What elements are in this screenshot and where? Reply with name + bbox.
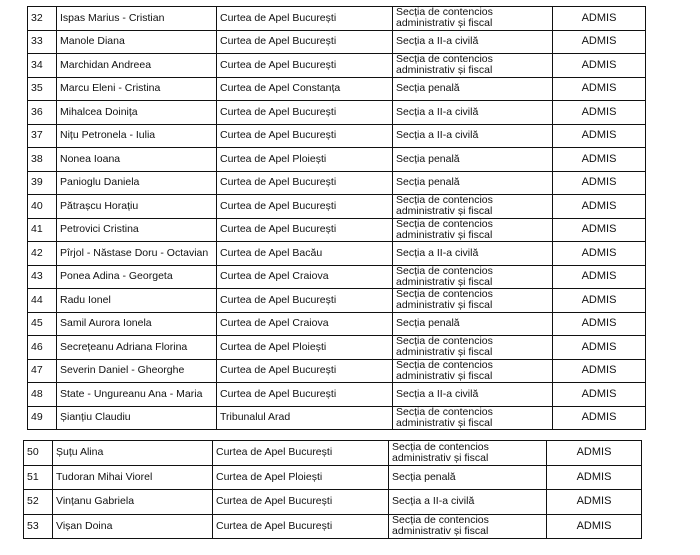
court-cell: Curtea de Apel București <box>217 124 393 148</box>
section-cell: Secția a II-a civilă <box>393 242 553 266</box>
court-cell: Curtea de Apel București <box>217 359 393 383</box>
candidate-name-cell: Panioglu Daniela <box>57 171 217 195</box>
court-cell: Curtea de Apel București <box>217 195 393 219</box>
court-cell: Curtea de Apel Ploiești <box>217 148 393 172</box>
section-cell: Secția de contencios administrativ și fiscal <box>393 218 553 242</box>
section-cell: Secția a II-a civilă <box>393 30 553 54</box>
section-cell: Secția de contencios administrativ și fiscal <box>389 441 547 466</box>
table-row <box>24 514 642 539</box>
result-cell: ADMIS <box>553 242 646 266</box>
court-cell: Curtea de Apel București <box>213 441 389 466</box>
candidate-name-cell: Vișan Doina <box>53 514 213 539</box>
row-number-cell: 37 <box>28 124 57 148</box>
row-number-cell: 45 <box>28 312 57 336</box>
candidate-name-cell: Ponea Adina - Georgeta <box>57 265 217 289</box>
court-cell: Curtea de Apel Constanța <box>217 77 393 101</box>
table-row <box>28 101 646 125</box>
candidate-name-cell: Tudoran Mihai Viorel <box>53 465 213 490</box>
candidate-name-cell: Pătrașcu Horațiu <box>57 195 217 219</box>
table-row <box>28 148 646 172</box>
candidate-name-cell: Severin Daniel - Gheorghe <box>57 359 217 383</box>
table-row <box>28 289 646 313</box>
result-cell: ADMIS <box>553 171 646 195</box>
row-number-cell: 33 <box>28 30 57 54</box>
court-cell: Curtea de Apel București <box>217 171 393 195</box>
court-cell: Curtea de Apel Craiova <box>217 265 393 289</box>
section-cell: Secția penală <box>393 171 553 195</box>
row-number-cell: 44 <box>28 289 57 313</box>
result-cell: ADMIS <box>553 359 646 383</box>
table-row <box>28 7 646 31</box>
court-cell: Curtea de Apel București <box>217 289 393 313</box>
court-cell: Curtea de Apel București <box>217 383 393 407</box>
section-cell: Secția de contencios administrativ și fiscal <box>393 7 553 31</box>
result-cell: ADMIS <box>553 54 646 78</box>
row-number-cell: 46 <box>28 336 57 360</box>
section-cell: Secția de contencios administrativ și fiscal <box>393 195 553 219</box>
court-cell: Curtea de Apel București <box>217 7 393 31</box>
candidate-name-cell: State - Ungureanu Ana - Maria <box>57 383 217 407</box>
row-number-cell: 35 <box>28 77 57 101</box>
candidate-name-cell: Marcu Eleni - Cristina <box>57 77 217 101</box>
results-table-main <box>27 6 646 430</box>
table-row <box>28 359 646 383</box>
result-cell: ADMIS <box>553 195 646 219</box>
result-cell: ADMIS <box>553 101 646 125</box>
row-number-cell: 50 <box>24 441 53 466</box>
table-row <box>24 441 642 466</box>
section-cell: Secția a II-a civilă <box>389 490 547 515</box>
candidate-name-cell: Nonea Ioana <box>57 148 217 172</box>
section-cell: Secția a II-a civilă <box>393 383 553 407</box>
section-cell: Secția de contencios administrativ și fiscal <box>393 406 553 430</box>
section-cell: Secția a II-a civilă <box>393 101 553 125</box>
row-number-cell: 47 <box>28 359 57 383</box>
result-cell: ADMIS <box>547 490 642 515</box>
candidate-name-cell: Secrețeanu Adriana Florina <box>57 336 217 360</box>
table-row <box>24 490 642 515</box>
section-cell: Secția penală <box>393 312 553 336</box>
row-number-cell: 48 <box>28 383 57 407</box>
candidate-name-cell: Samil Aurora Ionela <box>57 312 217 336</box>
candidate-name-cell: Petrovici Cristina <box>57 218 217 242</box>
candidate-name-cell: Manole Diana <box>57 30 217 54</box>
row-number-cell: 36 <box>28 101 57 125</box>
table-row <box>28 406 646 430</box>
candidate-name-cell: Șianțiu Claudiu <box>57 406 217 430</box>
row-number-cell: 51 <box>24 465 53 490</box>
table-row <box>28 195 646 219</box>
candidate-name-cell: Marchidan Andreea <box>57 54 217 78</box>
section-cell: Secția de contencios administrativ și fiscal <box>393 265 553 289</box>
row-number-cell: 38 <box>28 148 57 172</box>
result-cell: ADMIS <box>553 289 646 313</box>
table-row <box>28 265 646 289</box>
table-row <box>24 465 642 490</box>
table-row <box>28 218 646 242</box>
court-cell: Curtea de Apel București <box>213 490 389 515</box>
section-cell: Secția a II-a civilă <box>393 124 553 148</box>
row-number-cell: 49 <box>28 406 57 430</box>
section-cell: Secția de contencios administrativ și fiscal <box>389 514 547 539</box>
candidate-name-cell: Șuțu Alina <box>53 441 213 466</box>
row-number-cell: 40 <box>28 195 57 219</box>
result-cell: ADMIS <box>553 218 646 242</box>
candidate-name-cell: Radu Ionel <box>57 289 217 313</box>
court-cell: Curtea de Apel Ploiești <box>217 336 393 360</box>
result-cell: ADMIS <box>553 77 646 101</box>
section-cell: Secția de contencios administrativ și fiscal <box>393 289 553 313</box>
court-cell: Curtea de Apel București <box>217 54 393 78</box>
table-row <box>28 242 646 266</box>
row-number-cell: 53 <box>24 514 53 539</box>
section-cell: Secția de contencios administrativ și fiscal <box>393 359 553 383</box>
candidate-name-cell: Pîrjol - Năstase Doru - Octavian <box>57 242 217 266</box>
table-row <box>28 124 646 148</box>
table-row <box>28 54 646 78</box>
result-cell: ADMIS <box>553 336 646 360</box>
result-cell: ADMIS <box>553 148 646 172</box>
table-row <box>28 312 646 336</box>
court-cell: Curtea de Apel Bacău <box>217 242 393 266</box>
row-number-cell: 52 <box>24 490 53 515</box>
section-cell: Secția de contencios administrativ și fiscal <box>393 54 553 78</box>
section-cell: Secția penală <box>393 148 553 172</box>
result-cell: ADMIS <box>547 465 642 490</box>
court-cell: Curtea de Apel Craiova <box>217 312 393 336</box>
result-cell: ADMIS <box>547 441 642 466</box>
table-row <box>28 171 646 195</box>
results-table-main-body <box>28 7 646 430</box>
court-cell: Curtea de Apel București <box>217 30 393 54</box>
candidate-name-cell: Nițu Petronela - Iulia <box>57 124 217 148</box>
court-cell: Curtea de Apel București <box>217 101 393 125</box>
row-number-cell: 39 <box>28 171 57 195</box>
results-table-continued-body <box>24 441 642 539</box>
candidate-name-cell: Ispas Marius - Cristian <box>57 7 217 31</box>
result-cell: ADMIS <box>553 265 646 289</box>
court-cell: Curtea de Apel Ploiești <box>213 465 389 490</box>
candidate-name-cell: Vințanu Gabriela <box>53 490 213 515</box>
result-cell: ADMIS <box>553 312 646 336</box>
section-cell: Secția penală <box>389 465 547 490</box>
table-row <box>28 77 646 101</box>
table-row <box>28 30 646 54</box>
court-cell: Curtea de Apel București <box>217 218 393 242</box>
table-row <box>28 383 646 407</box>
court-cell: Curtea de Apel București <box>213 514 389 539</box>
result-cell: ADMIS <box>553 124 646 148</box>
section-cell: Secția de contencios administrativ și fiscal <box>393 336 553 360</box>
result-cell: ADMIS <box>553 406 646 430</box>
result-cell: ADMIS <box>553 383 646 407</box>
row-number-cell: 41 <box>28 218 57 242</box>
court-cell: Tribunalul Arad <box>217 406 393 430</box>
result-cell: ADMIS <box>553 30 646 54</box>
row-number-cell: 43 <box>28 265 57 289</box>
row-number-cell: 42 <box>28 242 57 266</box>
results-table-continued <box>23 440 642 539</box>
candidate-name-cell: Mihalcea Doinița <box>57 101 217 125</box>
result-cell: ADMIS <box>547 514 642 539</box>
table-row <box>28 336 646 360</box>
row-number-cell: 32 <box>28 7 57 31</box>
row-number-cell: 34 <box>28 54 57 78</box>
section-cell: Secția penală <box>393 77 553 101</box>
result-cell: ADMIS <box>553 7 646 31</box>
